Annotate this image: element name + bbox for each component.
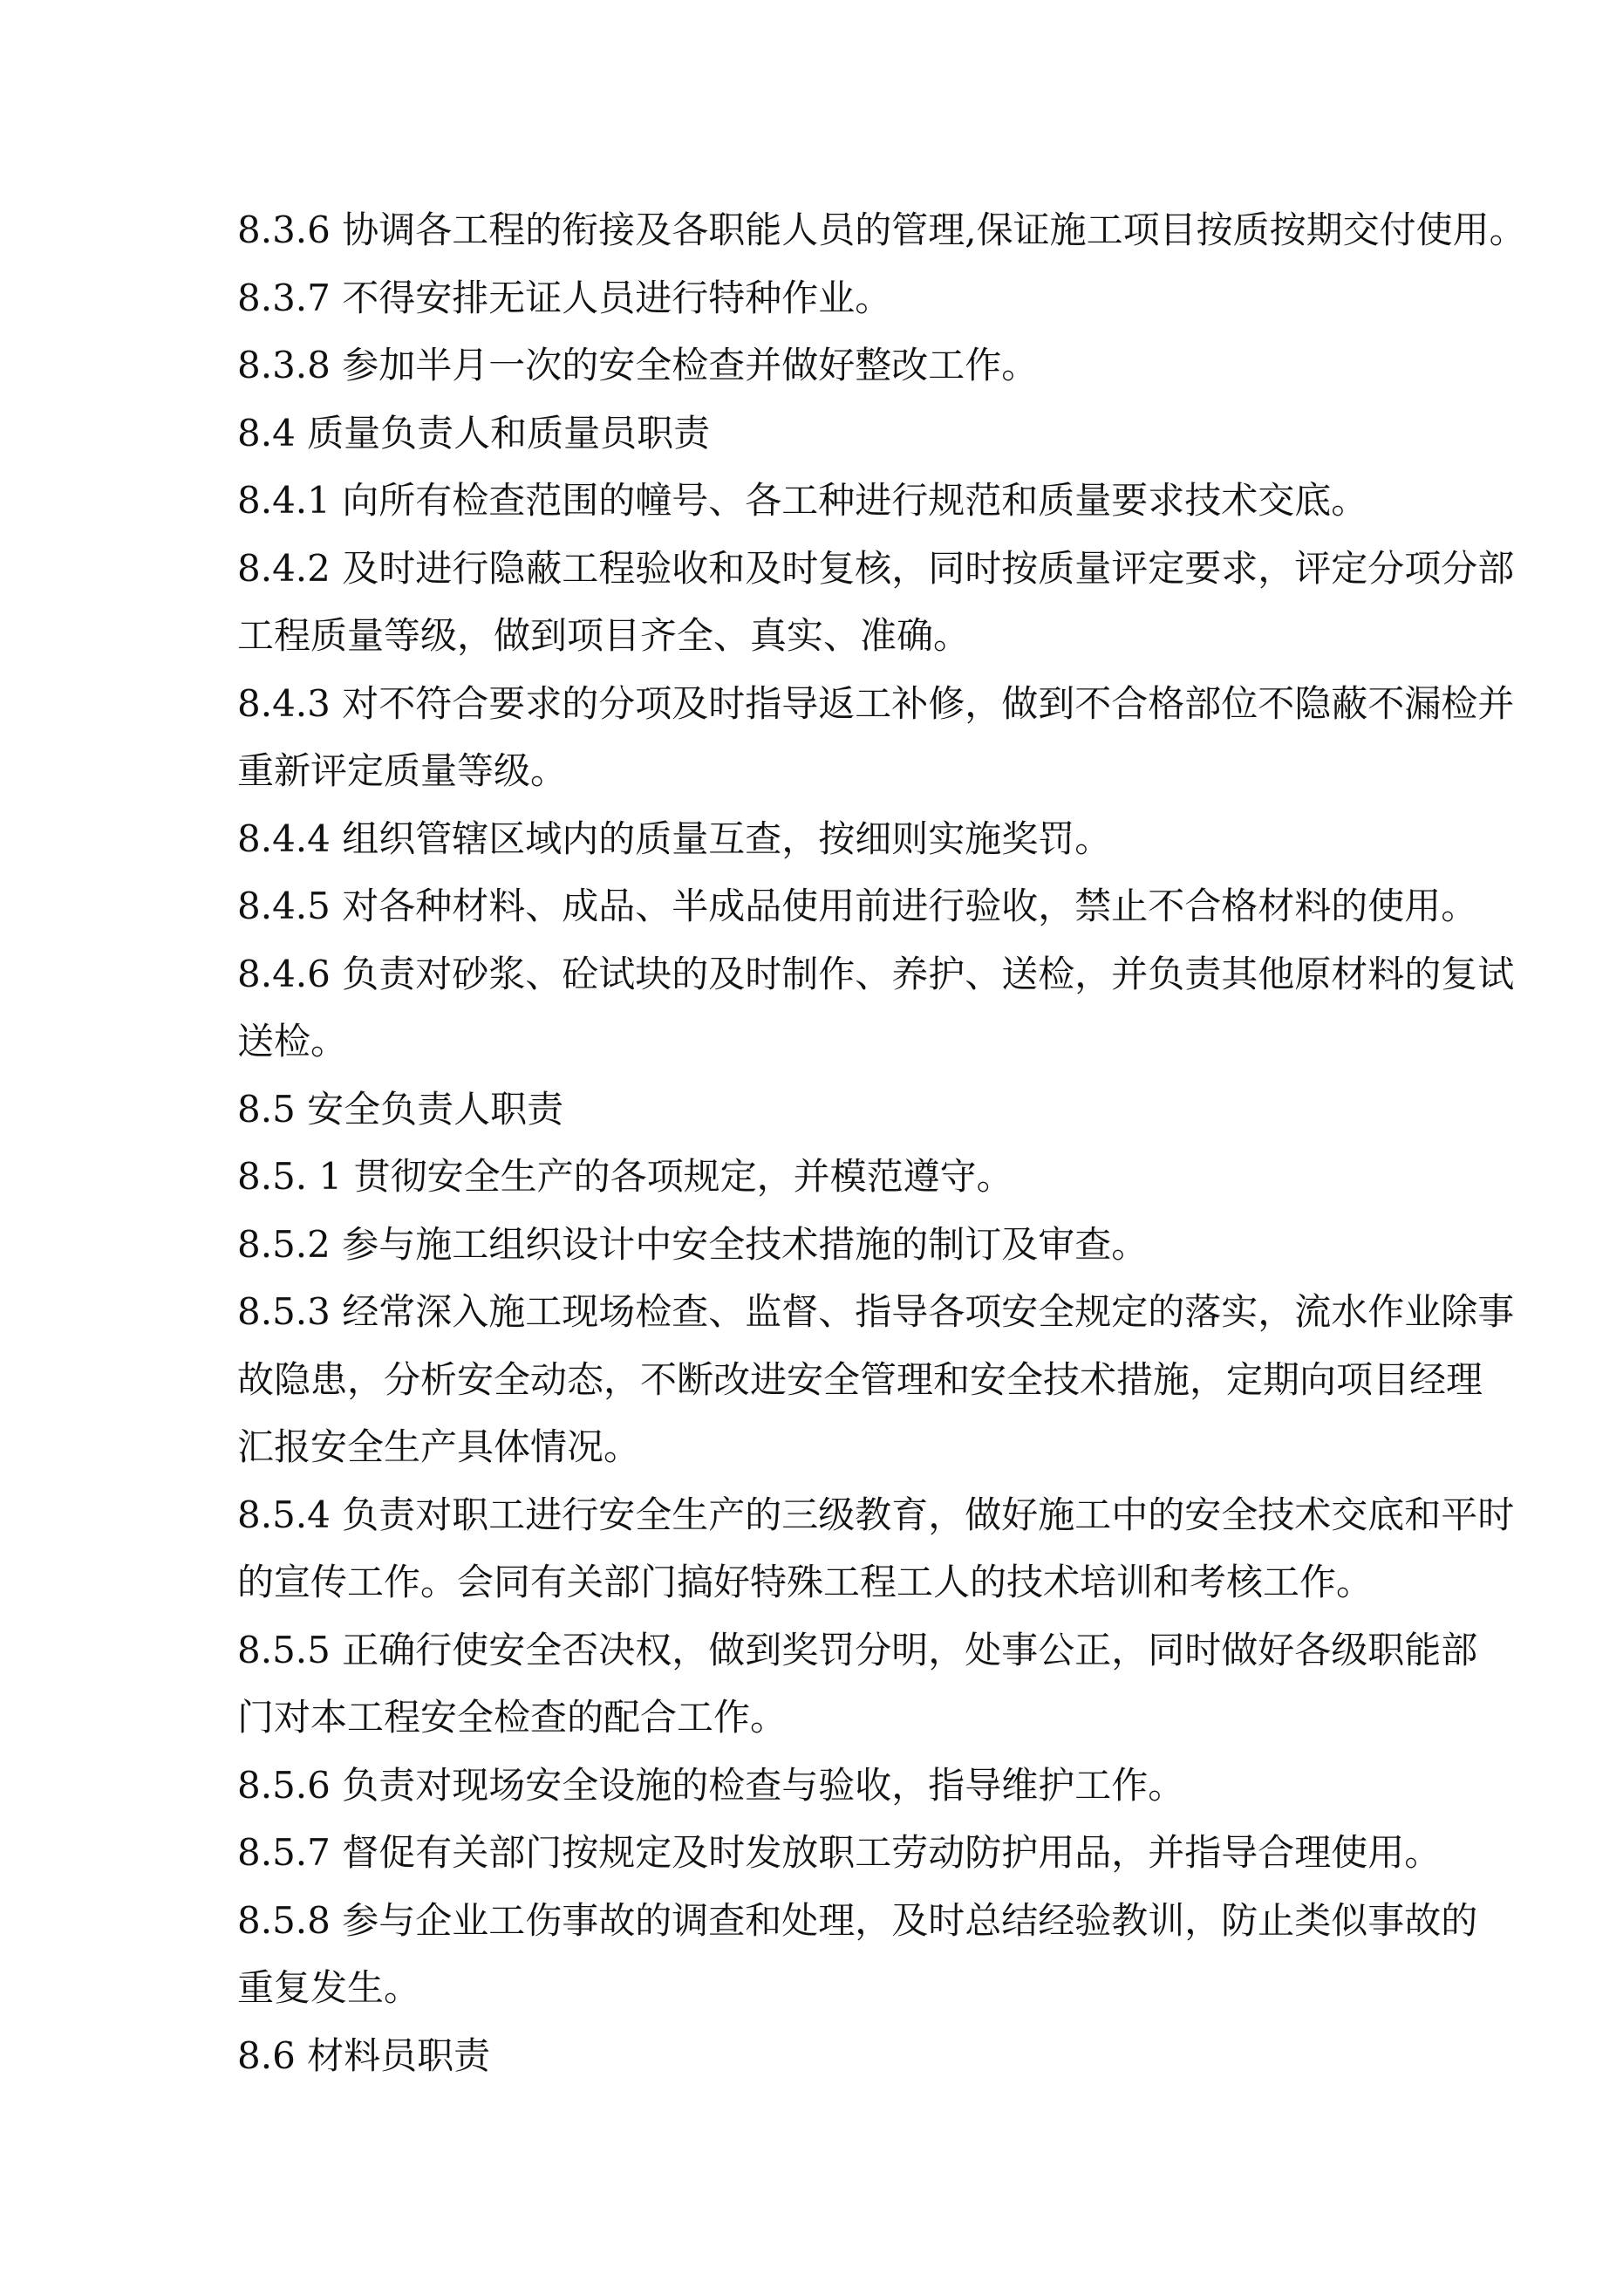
- text-line: 8.4.6 负责对砂浆、砼试块的及时制作、养护、送检，并负责其他原材料的复试: [237, 952, 1515, 995]
- section-heading: 8.4 质量负责人和质量员职责: [237, 411, 711, 454]
- text-line: 重新评定质量等级。: [237, 749, 568, 792]
- text-line: 工程质量等级，做到项目齐全、真实、准确。: [237, 614, 971, 657]
- text-line: 8.5.2 参与施工组织设计中安全技术措施的制订及审查。: [237, 1222, 1149, 1266]
- text-line: 8.3.6 协调各工程的衔接及各职能人员的管理,保证施工项目按质按期交付使用。: [237, 208, 1526, 251]
- text-line: 送检。: [237, 1020, 348, 1063]
- text-line: 汇报安全生产具体情况。: [237, 1425, 641, 1468]
- text-line: 8.5.4 负责对职工进行安全生产的三级教育，做好施工中的安全技术交底和平时: [237, 1493, 1515, 1536]
- text-line: 8.5.6 负责对现场安全设施的检查与验收，指导维护工作。: [237, 1763, 1185, 1807]
- section-heading: 8.5 安全负责人职责: [237, 1087, 564, 1131]
- text-line: 的宣传工作。会同有关部门搞好特殊工程工人的技术培训和考核工作。: [237, 1561, 1374, 1603]
- text-line: 门对本工程安全检查的配合工作。: [237, 1696, 788, 1739]
- text-line: 重复发生。: [237, 1966, 421, 2009]
- text-line: 8.5.5 正确行使安全否决权，做到奖罚分明，处事公正，同时做好各级职能部: [237, 1628, 1478, 1671]
- text-line: 8.4.5 对各种材料、成品、半成品使用前进行验收，禁止不合格材料的使用。: [237, 885, 1478, 927]
- text-line: 8.3.7 不得安排无证人员进行特种作业。: [237, 276, 892, 319]
- text-line: 8.4.4 组织管辖区域内的质量互查，按细则实施奖罚。: [237, 817, 1112, 860]
- text-line: 8.3.8 参加半月一次的安全检查并做好整改工作。: [237, 344, 1039, 386]
- section-heading: 8.6 材料员职责: [237, 2033, 491, 2077]
- text-line: 8.4.3 对不符合要求的分项及时指导返工补修，做到不合格部位不隐蔽不漏检并: [237, 681, 1515, 725]
- text-line: 8.5.8 参与企业工伤事故的调查和处理，及时总结经验教训，防止类似事故的: [237, 1898, 1478, 1942]
- text-line: 故隐患，分析安全动态，不断改进安全管理和安全技术措施，定期向项目经理: [237, 1357, 1483, 1401]
- text-line: 8.5. 1 贯彻安全生产的各项规定，并模范遵守。: [237, 1155, 1013, 1198]
- document-body: [237, 196, 1526, 2089]
- text-line: 8.5.7 督促有关部门按规定及时发放职工劳动防护用品，并指导合理使用。: [237, 1831, 1442, 1874]
- text-line: 8.4.2 及时进行隐蔽工程验收和及时复核，同时按质量评定要求，评定分项分部: [237, 546, 1515, 590]
- text-line: 8.5.3 经常深入施工现场检查、监督、指导各项安全规定的落实，流水作业除事: [237, 1290, 1515, 1333]
- text-line: 8.4.1 向所有检查范围的幢号、各工种进行规范和质量要求技术交底。: [237, 479, 1368, 522]
